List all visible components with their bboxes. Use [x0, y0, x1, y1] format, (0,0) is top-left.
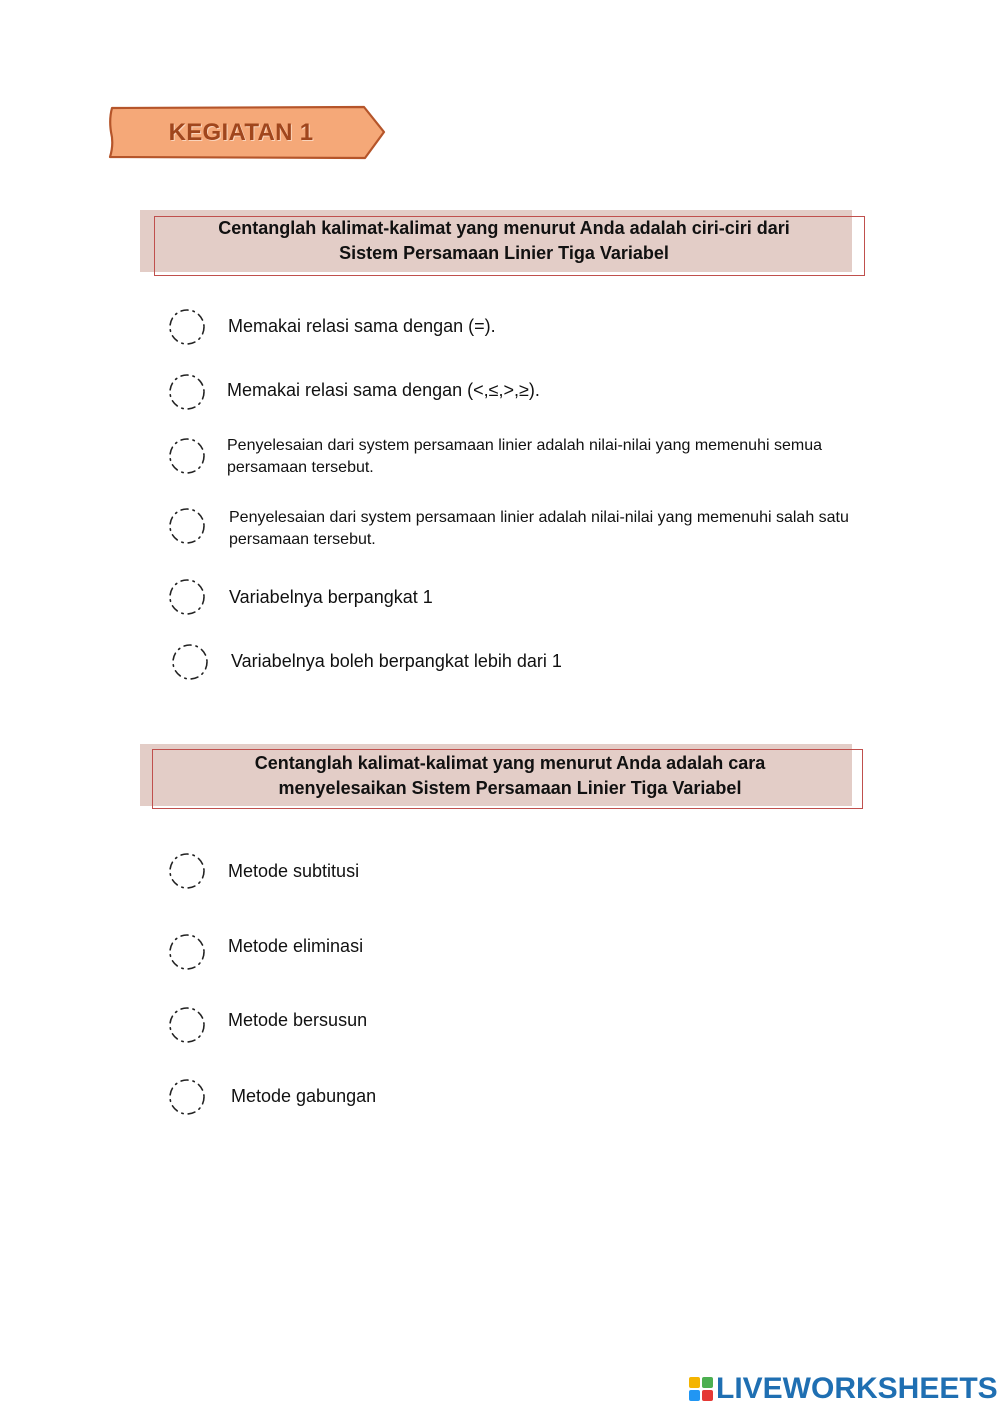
- instruction-line: Sistem Persamaan Linier Tiga Variabel: [339, 243, 669, 263]
- logo-text: LIVEWORKSHEETS: [716, 1372, 998, 1405]
- instruction-line: menyelesaikan Sistem Persamaan Linier Tiga Variabel: [278, 778, 742, 798]
- option-label: Penyelesaian dari system persamaan linier adalah nilai-nilai yang memenuhi semua persamaan tersebut.: [227, 437, 822, 476]
- instruction-line: Centanglah kalimat-kalimat yang menurut Anda adalah cara: [254, 753, 766, 773]
- instruction-line: Centanglah kalimat-kalimat yang menurut Anda adalah ciri-ciri dari: [218, 218, 790, 238]
- banner-title: KEGIATAN 1: [168, 119, 314, 146]
- dotted-circle-checkbox[interactable]: [166, 1004, 208, 1046]
- dotted-circle-checkbox[interactable]: [166, 371, 208, 413]
- option-label: Metode bersusun: [228, 1010, 368, 1030]
- dotted-circle-checkbox[interactable]: [166, 505, 208, 547]
- dotted-circle-checkbox[interactable]: [169, 641, 211, 683]
- option-label: Variabelnya berpangkat 1: [229, 587, 433, 607]
- option-label: Memakai relasi sama dengan (=).: [228, 316, 496, 336]
- dotted-circle-checkbox[interactable]: [166, 576, 208, 618]
- option-label: Metode eliminasi: [228, 936, 364, 956]
- dotted-circle-checkbox[interactable]: [166, 1076, 208, 1118]
- option-label: Metode subtitusi: [228, 861, 360, 881]
- activity-banner: [106, 104, 388, 162]
- dotted-circle-checkbox[interactable]: [166, 306, 208, 348]
- dotted-circle-checkbox[interactable]: [166, 850, 208, 892]
- option-label: Memakai relasi sama dengan (<,≤,>,≥).: [227, 380, 540, 400]
- option-label: Variabelnya boleh berpangkat lebih dari 1: [231, 651, 562, 671]
- instruction-text-1: [154, 216, 854, 266]
- dotted-circle-checkbox[interactable]: [166, 931, 208, 973]
- dotted-circle-checkbox[interactable]: [166, 435, 208, 477]
- liveworksheets-logo: [688, 1372, 998, 1406]
- instruction-text-2: [160, 751, 860, 801]
- option-label: Metode gabungan: [231, 1086, 377, 1106]
- liveworksheets-logo-icon: [688, 1376, 714, 1402]
- option-label: Penyelesaian dari system persamaan linier adalah nilai-nilai yang memenuhi salah satu persamaan tersebut.: [229, 509, 849, 548]
